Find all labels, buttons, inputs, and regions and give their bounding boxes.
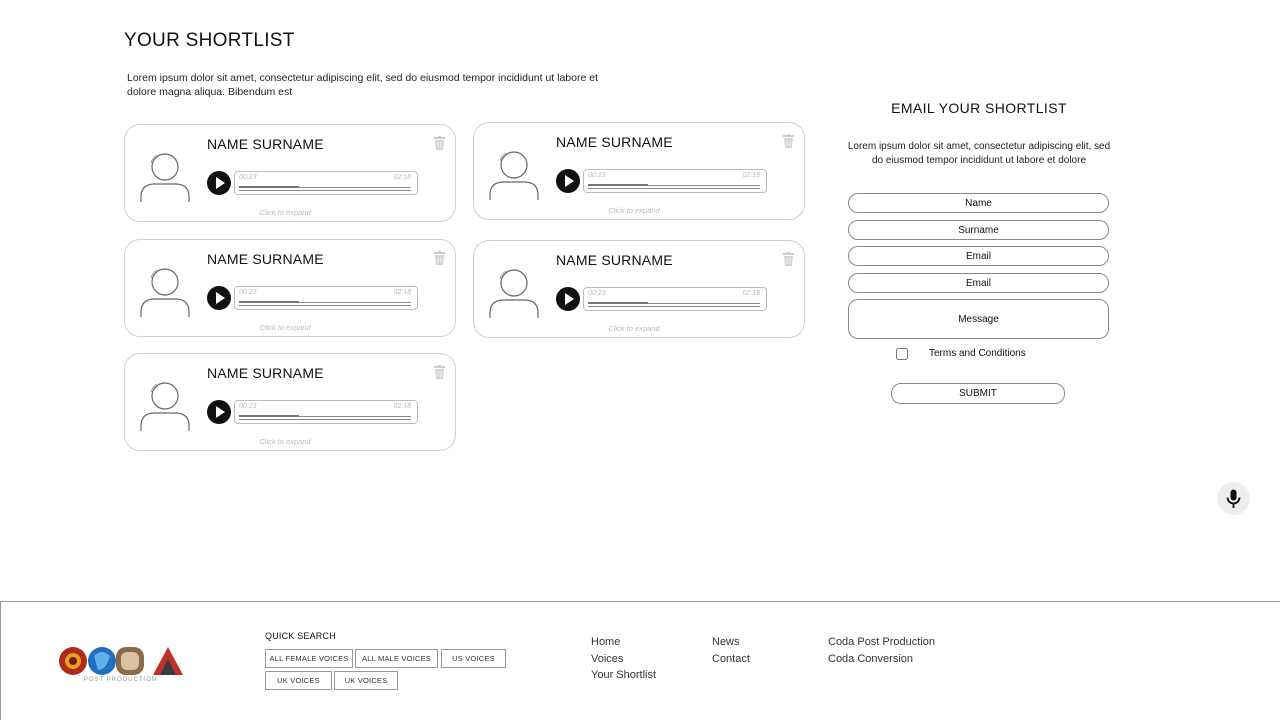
name-field[interactable] xyxy=(848,193,1109,213)
footer xyxy=(0,601,1280,720)
card-name: NAME SURNAME xyxy=(556,252,673,268)
play-icon xyxy=(207,171,231,195)
user-avatar-icon xyxy=(139,151,191,203)
play-button[interactable] xyxy=(207,400,231,424)
time-elapsed: 00:23 xyxy=(239,174,257,181)
logo-tagline: POST PRODUCTION xyxy=(83,677,158,683)
trash-icon[interactable] xyxy=(782,252,795,266)
quick-search-title: QUICK SEARCH xyxy=(265,631,336,641)
user-avatar-icon xyxy=(139,380,191,432)
trash-icon[interactable] xyxy=(433,136,446,150)
progress-fill xyxy=(239,415,299,417)
quick-search-all-male[interactable]: ALL MALE VOICES xyxy=(355,649,438,668)
quick-search-us[interactable]: US VOICES xyxy=(441,649,506,668)
play-button[interactable] xyxy=(556,169,580,193)
trash-icon[interactable] xyxy=(433,251,446,265)
email-field[interactable] xyxy=(848,246,1109,266)
progress-fill xyxy=(588,302,648,304)
time-elapsed: 00:23 xyxy=(239,403,257,410)
submit-button[interactable]: SUBMIT xyxy=(891,383,1065,404)
shortlist-card[interactable] xyxy=(124,353,456,451)
progress-track-lower xyxy=(239,419,411,420)
progress-track-lower xyxy=(588,306,760,307)
time-total: 02:18 xyxy=(393,289,411,296)
progress-fill xyxy=(239,301,299,303)
time-total: 02:18 xyxy=(742,172,760,179)
play-button[interactable] xyxy=(207,171,231,195)
play-icon xyxy=(207,286,231,310)
time-elapsed: 00:23 xyxy=(588,290,606,297)
progress-track-lower xyxy=(239,305,411,306)
audio-scrubber[interactable] xyxy=(234,400,418,424)
footer-link-news[interactable]: News xyxy=(712,636,740,648)
email-confirm-field[interactable] xyxy=(848,273,1109,293)
footer-link-coda-conversion[interactable]: Coda Conversion xyxy=(828,653,913,665)
terms-checkbox[interactable] xyxy=(896,348,908,360)
quick-search-all-female[interactable]: ALL FEMALE VOICES xyxy=(265,649,353,668)
expand-link[interactable]: Click to expand xyxy=(259,437,311,446)
play-button[interactable] xyxy=(556,287,580,311)
play-icon xyxy=(207,400,231,424)
user-avatar-icon xyxy=(139,266,191,318)
card-name: NAME SURNAME xyxy=(207,136,324,152)
play-icon xyxy=(556,169,580,193)
time-elapsed: 00:23 xyxy=(588,172,606,179)
time-total: 02:18 xyxy=(393,403,411,410)
progress-fill xyxy=(239,186,299,188)
quick-search-uk[interactable]: UK VOICES xyxy=(265,671,332,690)
trash-icon[interactable] xyxy=(433,365,446,379)
play-icon xyxy=(556,287,580,311)
footer-link-home[interactable]: Home xyxy=(591,636,621,648)
surname-field[interactable] xyxy=(848,220,1109,240)
footer-link-your-shortlist[interactable]: Your Shortlist xyxy=(591,669,657,681)
shortlist-card[interactable] xyxy=(124,239,456,337)
expand-link[interactable]: Click to expand xyxy=(259,323,311,332)
page-title: YOUR SHORTLIST xyxy=(124,30,295,51)
expand-link[interactable]: Click to expand xyxy=(608,324,660,333)
page-intro: Lorem ipsum dolor sit amet, consectetur adipiscing elit, sed do eiusmod tempor incididunt ut labore et dolore magna aliqua. Bibendum est xyxy=(127,72,598,98)
expand-link[interactable]: Click to expand xyxy=(259,208,311,217)
footer-link-voices[interactable]: Voices xyxy=(591,653,624,665)
quick-search-uk-2[interactable]: UK VOICES xyxy=(334,671,398,690)
microphone-button[interactable] xyxy=(1217,482,1250,515)
card-name: NAME SURNAME xyxy=(556,134,673,150)
terms-label: Terms and Conditions xyxy=(929,348,1026,359)
footer-link-coda-post-production[interactable]: Coda Post Production xyxy=(828,636,936,648)
trash-icon[interactable] xyxy=(782,134,795,148)
footer-link-contact[interactable]: Contact xyxy=(712,653,750,665)
audio-scrubber[interactable] xyxy=(583,169,767,193)
time-total: 02:18 xyxy=(393,174,411,181)
user-avatar-icon xyxy=(488,267,540,319)
email-form-intro: Lorem ipsum dolor sit amet, consectetur adipiscing elit, sed do eiusmod tempor incididunt ut labore et dolore xyxy=(847,141,1111,166)
time-elapsed: 00:23 xyxy=(239,289,257,296)
shortlist-card[interactable] xyxy=(473,240,805,338)
message-field[interactable] xyxy=(848,299,1109,339)
progress-track-lower xyxy=(588,188,760,189)
audio-scrubber[interactable] xyxy=(234,171,418,195)
expand-link[interactable]: Click to expand xyxy=(608,206,660,215)
user-avatar-icon xyxy=(488,149,540,201)
progress-fill xyxy=(588,184,648,186)
shortlist-card[interactable] xyxy=(124,124,456,222)
card-name: NAME SURNAME xyxy=(207,251,324,267)
email-form-title: EMAIL YOUR SHORTLIST xyxy=(891,100,1067,116)
progress-track-lower xyxy=(239,190,411,191)
microphone-icon xyxy=(1217,482,1250,515)
play-button[interactable] xyxy=(207,286,231,310)
audio-scrubber[interactable] xyxy=(234,286,418,310)
time-total: 02:18 xyxy=(742,290,760,297)
card-name: NAME SURNAME xyxy=(207,365,324,381)
audio-scrubber[interactable] xyxy=(583,287,767,311)
shortlist-card[interactable] xyxy=(473,122,805,220)
